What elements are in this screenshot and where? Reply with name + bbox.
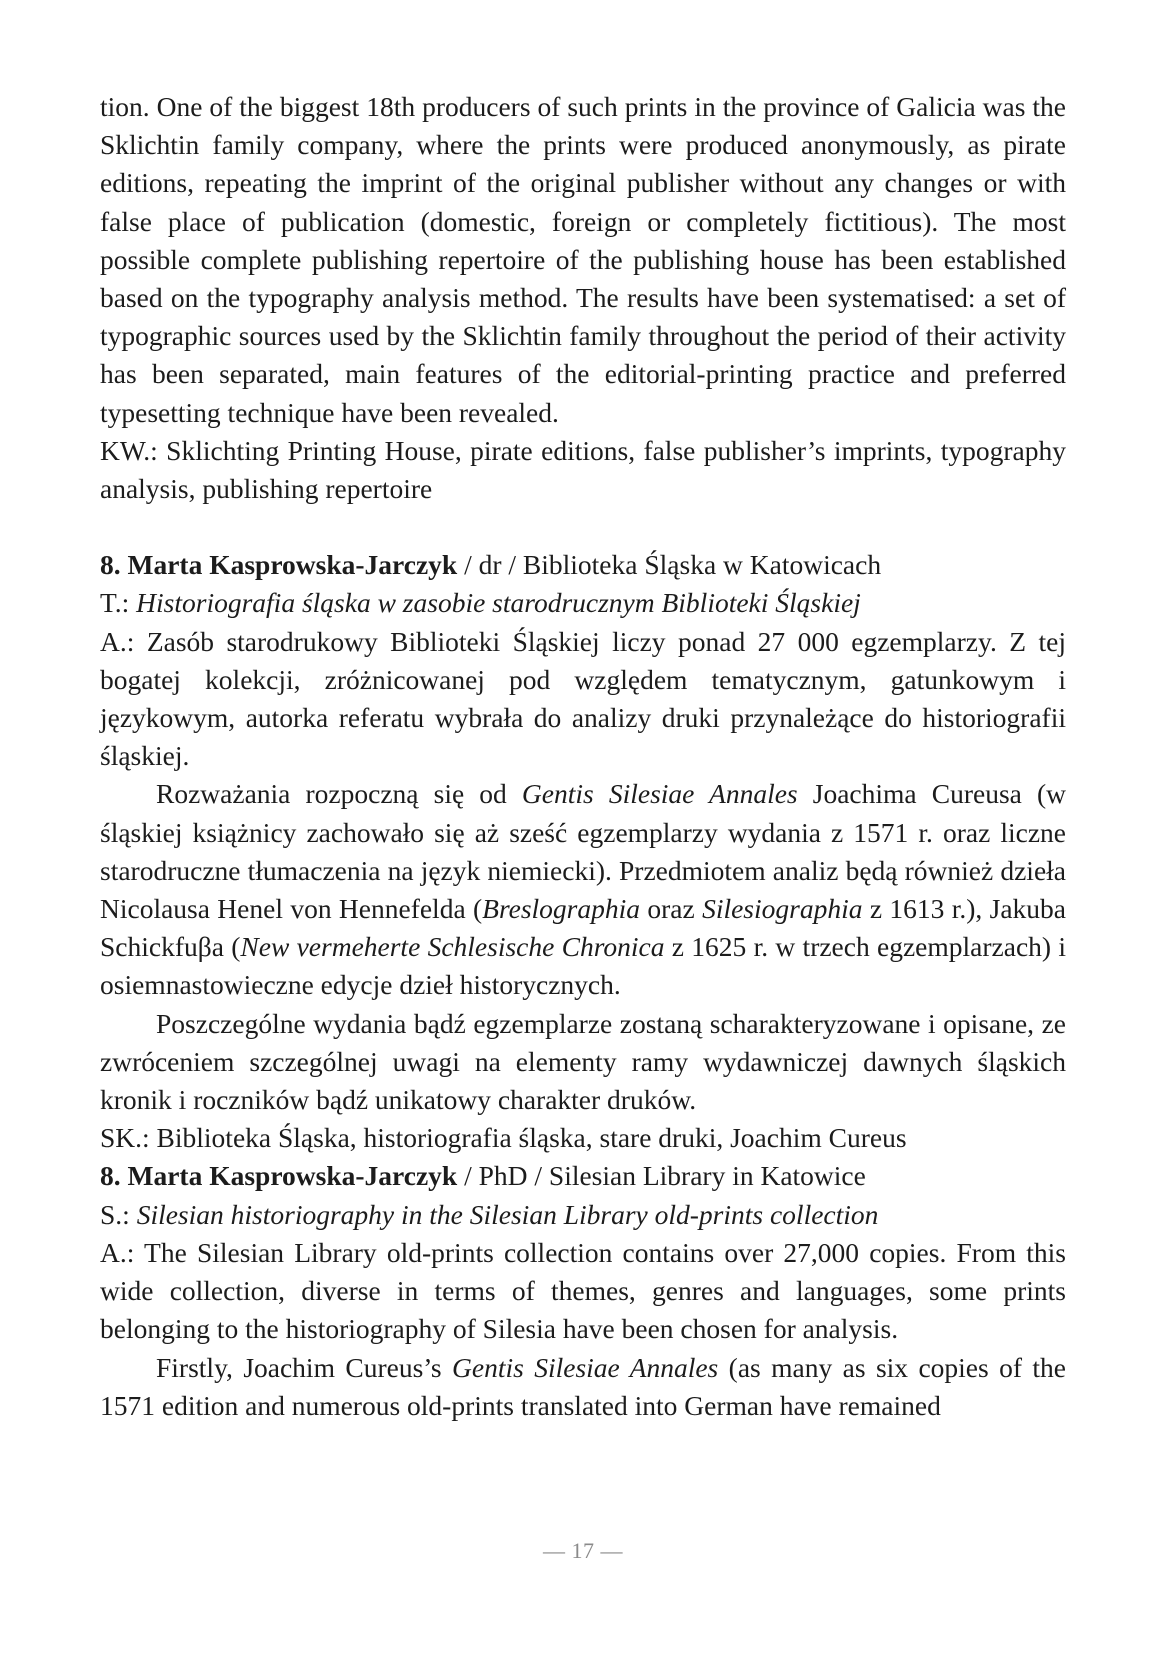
entry-heading-pl bbox=[100, 546, 1066, 584]
book-title: Gentis Silesiae Annales bbox=[452, 1351, 719, 1383]
abstract-continuation: tion. One of the biggest 18th producers of such prints in the province of Galicia was the Sklichtin family company, where the prints were produced anonymously, as pirate editions, repeating the imprint of the original publisher without any changes or with false place of publication (domestic, foreign or completely fictitious). The most possible complete publishing repertoire of the publishing house has been established based on the typography analysis method. The results have been systematised: a set of typographic sources used by the Sklichtin family throughout the period of their activity has been separated, main features of the editorial-printing practice and preferred typesetting technique have been revealed. bbox=[100, 91, 1066, 428]
author-name: 8. Marta Kasprowska-Jarczyk bbox=[100, 549, 458, 581]
page-body bbox=[100, 88, 1066, 1425]
abstract-en-p2 bbox=[100, 1349, 1066, 1425]
book-title: Gentis Silesiae Annales bbox=[521, 778, 798, 810]
book-title: New vermeherte Schlesische Chronica bbox=[240, 931, 665, 963]
keywords-en-previous: KW.: Sklichting Printing House, pirate editions, false publisher’s imprints, typography analysis, publishing repertoire bbox=[100, 434, 1066, 505]
author-affiliation: / dr / Biblioteka Śląska w Katowicach bbox=[457, 549, 882, 581]
abstract-pl-p1: A.: Zasób starodrukowy Biblioteki Śląskiej liczy ponad 27 000 egzemplarzy. Z tej bogatej kolekcji, zróżnicowanej pod względem tematycznym, gatunkowym i językowym, autorka referatu wybrała do analizy druki przynależące do historiografii śląskiej. bbox=[100, 625, 1066, 772]
book-title: Silesiographia bbox=[702, 893, 863, 925]
entry-title-en bbox=[100, 1196, 1066, 1234]
title-label: S.: bbox=[100, 1198, 137, 1230]
abstract-en-p1: A.: The Silesian Library old-prints collection contains over 27,000 copies. From this wide collection, diverse in terms of themes, genres and languages, some prints belonging to the historiography of Silesia have been chosen for analysis. bbox=[100, 1236, 1066, 1345]
entry-title-pl bbox=[100, 584, 1066, 622]
author-affiliation: / PhD / Silesian Library in Katowice bbox=[457, 1160, 866, 1192]
section-gap bbox=[100, 508, 1066, 546]
text-run: oraz bbox=[640, 893, 703, 925]
title-text: Historiografia śląska w zasobie starodrucznym Biblioteki Śląskiej bbox=[136, 587, 861, 619]
abstract-pl-p3: Poszczególne wydania bądź egzemplarze zostaną scharakteryzowane i opisane, ze zwróceniem szczególnej uwagi na elementy ramy wydawniczej dawnych śląskich kronik i roczników bądź unikatowy charakter druków. bbox=[100, 1007, 1066, 1116]
title-label: T.: bbox=[100, 587, 137, 619]
abstract-pl-p2 bbox=[100, 775, 1066, 1004]
text-run: (as many as six copies of the 1571 edition and numerous old-prints translated into German have remained bbox=[100, 1351, 1067, 1421]
text-run: Firstly, Joachim Cureus’s bbox=[156, 1351, 453, 1383]
book-title: Breslographia bbox=[482, 893, 641, 925]
entry-heading-en bbox=[100, 1157, 1066, 1195]
author-name: 8. Marta Kasprowska-Jarczyk bbox=[100, 1160, 458, 1192]
text-run: z 1613 r.), Jakuba Schickfuβa ( bbox=[100, 893, 1066, 963]
text-run: z 1625 r. w trzech egzemplarzach) i osiemnastowieczne edycje dzieł historycznych. bbox=[100, 931, 1066, 1001]
keywords-pl: SK.: Biblioteka Śląska, historiografia śląska, stare druki, Joachim Cureus bbox=[100, 1122, 907, 1154]
text-run: Rozważania rozpoczną się od bbox=[156, 778, 522, 810]
title-text: Silesian historiography in the Silesian Library old-prints collection bbox=[136, 1198, 879, 1230]
page-number: — 17 — bbox=[543, 1538, 623, 1563]
text-run: Joachima Cureusa (w śląskiej książnicy zachowało się aż sześć egzemplarzy wydania z 1571 r. oraz liczne starodruczne tłumaczenia na język niemiecki). Przedmiotem analiz będą również dzieła Nicolausa Henel von Hennefelda ( bbox=[100, 778, 1066, 925]
